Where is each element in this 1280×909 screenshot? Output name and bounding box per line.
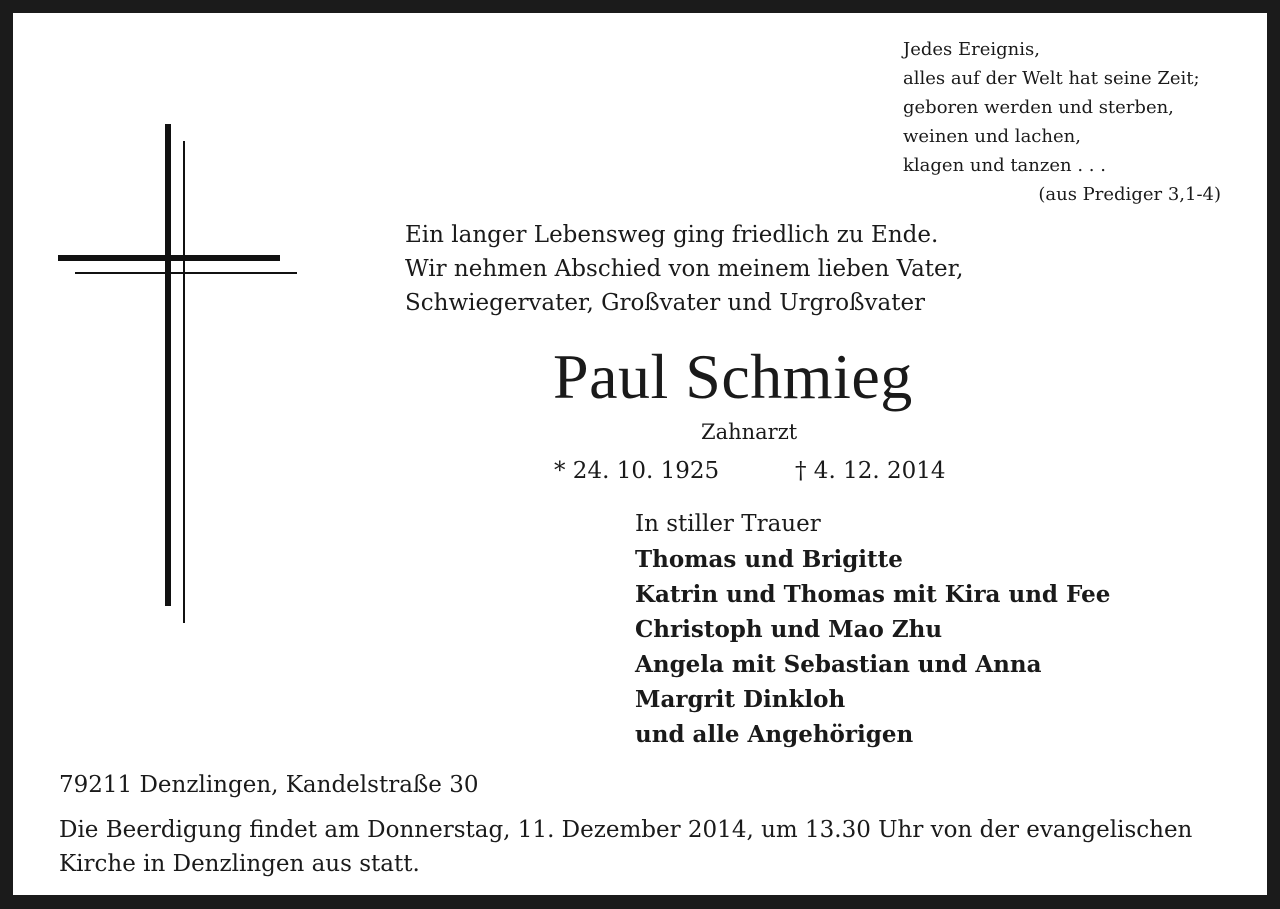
deceased-name: Paul Schmieg [553,341,913,412]
quote-line: geboren werden und sterben, [903,97,1174,118]
mourner-entry: Katrin und Thomas mit Kira und Fee [635,581,1111,608]
funeral-line: Die Beerdigung findet am Donnerstag, 11. Dezember 2014, um 13.30 Uhr von der evangelischen [59,817,1193,843]
mourners-list [635,507,1110,752]
intro-text [405,218,963,320]
cross-shadow-vertical [183,141,185,623]
birth-date: * 24. 10. 1925 [554,458,720,484]
mourners-heading: In stiller Trauer [635,511,821,537]
cross-main-horizontal [58,255,280,261]
intro-line: Schwiegervater, Großvater und Urgroßvater [405,290,926,316]
mourner-entry: Christoph und Mao Zhu [635,616,943,643]
quote-line: weinen und lachen, [903,126,1081,147]
mourner-entry: Thomas und Brigitte [635,546,903,573]
deceased-profession: Zahnarzt [701,420,798,444]
obituary-notice [13,13,1267,895]
quote-line: Jedes Ereignis, [903,39,1040,60]
intro-line: Ein langer Lebensweg ging friedlich zu Ende. [405,222,939,248]
intro-line: Wir nehmen Abschied von meinem lieben Vater, [405,256,964,282]
death-date: † 4. 12. 2014 [795,458,946,484]
cross-shadow-horizontal [75,272,297,274]
quote-reference: (aus Prediger 3,1-4) [1038,184,1221,205]
quote-line: klagen und tanzen . . . [903,155,1106,176]
bible-quote [903,35,1221,209]
cross-main-vertical [165,124,171,606]
mourner-entry: Margrit Dinkloh [635,686,846,713]
quote-line: alles auf der Welt hat seine Zeit; [903,68,1200,89]
mourner-entry: und alle Angehörigen [635,721,914,748]
mourner-entry: Angela mit Sebastian und Anna [635,651,1042,678]
family-address: 79211 Denzlingen, Kandelstraße 30 [59,772,479,798]
funeral-info [59,813,1249,881]
funeral-line: Kirche in Denzlingen aus statt. [59,851,420,877]
